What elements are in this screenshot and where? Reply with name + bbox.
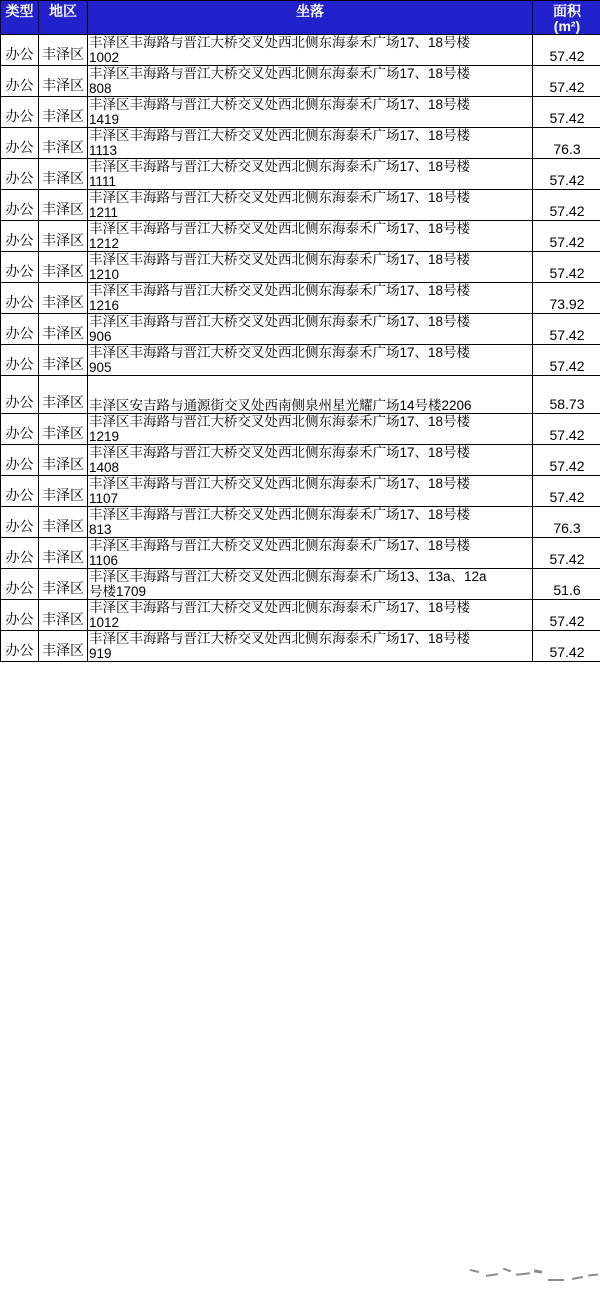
header-row (1, 1, 600, 35)
location-line2: 1107 (89, 492, 532, 507)
district-value: 丰泽区 (42, 170, 84, 186)
location-line1: 丰泽区丰海路与晋江大桥交叉处西北侧东海泰禾广场17、18号楼 (89, 253, 532, 268)
area-cell (533, 376, 600, 414)
district-cell (39, 376, 88, 414)
district-value: 丰泽区 (42, 580, 84, 596)
district-value: 丰泽区 (42, 487, 84, 503)
area-value: 57.42 (549, 458, 584, 474)
district-value: 丰泽区 (42, 201, 84, 217)
location-line1: 丰泽区丰海路与晋江大桥交叉处西北侧东海泰禾广场17、18号楼 (89, 67, 532, 82)
location-cell (88, 569, 533, 600)
table-row (1, 66, 600, 97)
type-cell (1, 476, 39, 507)
location-cell (88, 35, 533, 66)
table-row (1, 476, 600, 507)
location-line1: 丰泽区丰海路与晋江大桥交叉处西北侧东海泰禾广场17、18号楼 (89, 284, 532, 299)
location-cell (88, 414, 533, 445)
area-value: 51.6 (553, 582, 580, 598)
district-value: 丰泽区 (42, 263, 84, 279)
table-header (1, 1, 600, 35)
district-value: 丰泽区 (42, 77, 84, 93)
table-row (1, 538, 600, 569)
table-body (1, 35, 600, 662)
table-row (1, 507, 600, 538)
location-line1: 丰泽区丰海路与晋江大桥交叉处西北侧东海泰禾广场17、18号楼 (89, 36, 532, 51)
location-line2: 919 (89, 647, 532, 662)
area-value: 57.42 (549, 172, 584, 188)
district-cell (39, 128, 88, 159)
location-line1: 丰泽区丰海路与晋江大桥交叉处西北侧东海泰禾广场17、18号楼 (89, 98, 532, 113)
area-value: 57.42 (549, 644, 584, 660)
area-cell (533, 128, 600, 159)
location-cell (88, 538, 533, 569)
district-cell (39, 97, 88, 128)
table-row (1, 345, 600, 376)
district-cell (39, 252, 88, 283)
table-row (1, 445, 600, 476)
district-cell (39, 314, 88, 345)
location-line2: 号楼1709 (89, 585, 532, 600)
district-cell (39, 538, 88, 569)
location-cell (88, 507, 533, 538)
location-line1: 丰泽区丰海路与晋江大桥交叉处西北侧东海泰禾广场17、18号楼 (89, 632, 532, 647)
location-line2: 1419 (89, 113, 532, 128)
type-cell (1, 283, 39, 314)
area-cell (533, 445, 600, 476)
type-cell (1, 538, 39, 569)
location-line2: 1219 (89, 430, 532, 445)
district-cell (39, 66, 88, 97)
type-cell (1, 314, 39, 345)
location-line1: 丰泽区丰海路与晋江大桥交叉处西北侧东海泰禾广场13、13a、12a (89, 570, 532, 585)
table-row (1, 128, 600, 159)
header-area (533, 1, 600, 35)
district-value: 丰泽区 (42, 356, 84, 372)
header-area-line1: 面积 (533, 4, 600, 19)
table-row (1, 314, 600, 345)
location-line1: 丰泽区丰海路与晋江大桥交叉处西北侧东海泰禾广场17、18号楼 (89, 160, 532, 175)
table-row (1, 569, 600, 600)
type-cell (1, 507, 39, 538)
type-cell (1, 631, 39, 662)
type-value: 办公 (6, 356, 34, 372)
location-cell (88, 314, 533, 345)
area-value: 76.3 (553, 141, 580, 157)
type-value: 办公 (6, 170, 34, 186)
district-cell (39, 221, 88, 252)
area-value: 57.42 (549, 203, 584, 219)
location-line2: 1106 (89, 554, 532, 569)
district-cell (39, 35, 88, 66)
area-cell (533, 507, 600, 538)
type-value: 办公 (6, 108, 34, 124)
area-value: 57.42 (549, 265, 584, 281)
location-line2: 1211 (89, 206, 532, 221)
location-cell (88, 159, 533, 190)
location-cell (88, 345, 533, 376)
location-line2: 1002 (89, 51, 532, 66)
location-line2: 1216 (89, 299, 532, 314)
table-row (1, 252, 600, 283)
type-cell (1, 159, 39, 190)
district-cell (39, 476, 88, 507)
location-line2: 905 (89, 361, 532, 376)
location-line1: 丰泽区丰海路与晋江大桥交叉处西北侧东海泰禾广场17、18号楼 (89, 346, 532, 361)
area-cell (533, 252, 600, 283)
location-line2: 1113 (89, 144, 532, 159)
type-value: 办公 (6, 263, 34, 279)
district-cell (39, 414, 88, 445)
header-location: 坐落 (88, 1, 533, 35)
district-cell (39, 345, 88, 376)
location-cell (88, 600, 533, 631)
district-cell (39, 600, 88, 631)
type-cell (1, 376, 39, 414)
area-value: 57.42 (549, 358, 584, 374)
table-row (1, 631, 600, 662)
type-cell (1, 345, 39, 376)
area-cell (533, 569, 600, 600)
type-cell (1, 190, 39, 221)
district-value: 丰泽区 (42, 425, 84, 441)
district-value: 丰泽区 (42, 642, 84, 658)
district-value: 丰泽区 (42, 46, 84, 62)
district-cell (39, 631, 88, 662)
type-value: 办公 (6, 201, 34, 217)
watermark-remnant (516, 1272, 530, 1275)
type-cell (1, 128, 39, 159)
area-cell (533, 314, 600, 345)
watermark-remnant (572, 1276, 583, 1280)
location-line2: 808 (89, 82, 532, 97)
area-value: 57.42 (549, 489, 584, 505)
type-cell (1, 569, 39, 600)
location-line2: 906 (89, 330, 532, 345)
location-line1: 丰泽区丰海路与晋江大桥交叉处西北侧东海泰禾广场17、18号楼 (89, 601, 532, 616)
area-cell (533, 600, 600, 631)
header-district: 地区 (39, 1, 88, 35)
district-value: 丰泽区 (42, 456, 84, 472)
location-cell (88, 66, 533, 97)
area-cell (533, 345, 600, 376)
table-row (1, 283, 600, 314)
district-value: 丰泽区 (42, 108, 84, 124)
type-cell (1, 252, 39, 283)
watermark-blob (447, 1260, 600, 1285)
district-cell (39, 283, 88, 314)
location-line1: 丰泽区丰海路与晋江大桥交叉处西北侧东海泰禾广场17、18号楼 (89, 315, 532, 330)
location-line1: 丰泽区丰海路与晋江大桥交叉处西北侧东海泰禾广场17、18号楼 (89, 446, 532, 461)
location-line1: 丰泽区丰海路与晋江大桥交叉处西北侧东海泰禾广场17、18号楼 (89, 508, 532, 523)
type-cell (1, 66, 39, 97)
area-cell (533, 283, 600, 314)
location-line1: 丰泽区丰海路与晋江大桥交叉处西北侧东海泰禾广场17、18号楼 (89, 129, 532, 144)
table-row (1, 600, 600, 631)
location-line2: 1212 (89, 237, 532, 252)
district-value: 丰泽区 (42, 518, 84, 534)
location-cell (88, 376, 533, 414)
watermark-remnant (534, 1269, 542, 1273)
table-row (1, 97, 600, 128)
location-line2: 1111 (89, 175, 532, 190)
type-value: 办公 (6, 325, 34, 341)
location-cell (88, 476, 533, 507)
type-value: 办公 (6, 580, 34, 596)
location-cell (88, 283, 533, 314)
area-cell (533, 97, 600, 128)
type-value: 办公 (6, 139, 34, 155)
area-value: 57.42 (549, 79, 584, 95)
watermark-remnant (503, 1268, 511, 1273)
location-line2: 1210 (89, 268, 532, 283)
area-cell (533, 35, 600, 66)
location-line2: 813 (89, 523, 532, 538)
area-value: 76.3 (553, 520, 580, 536)
area-cell (533, 538, 600, 569)
type-cell (1, 221, 39, 252)
area-cell (533, 221, 600, 252)
area-cell (533, 414, 600, 445)
table-row (1, 35, 600, 66)
location-cell (88, 97, 533, 128)
district-value: 丰泽区 (42, 232, 84, 248)
location-line1: 丰泽区丰海路与晋江大桥交叉处西北侧东海泰禾广场17、18号楼 (89, 415, 532, 430)
watermark-remnant (486, 1273, 498, 1277)
type-value: 办公 (6, 549, 34, 565)
area-value: 57.42 (549, 613, 584, 629)
type-cell (1, 600, 39, 631)
type-value: 办公 (6, 77, 34, 93)
type-cell (1, 35, 39, 66)
district-cell (39, 569, 88, 600)
type-value: 办公 (6, 642, 34, 658)
watermark-blob (556, 1275, 600, 1290)
type-value: 办公 (6, 46, 34, 62)
area-value: 57.42 (549, 48, 584, 64)
area-value: 57.42 (549, 110, 584, 126)
type-value: 办公 (6, 394, 34, 410)
area-cell (533, 66, 600, 97)
district-value: 丰泽区 (42, 325, 84, 341)
location-cell (88, 252, 533, 283)
type-value: 办公 (6, 611, 34, 627)
type-cell (1, 97, 39, 128)
district-cell (39, 159, 88, 190)
type-value: 办公 (6, 487, 34, 503)
watermark-remnant (548, 1279, 564, 1281)
location-line1: 丰泽区丰海路与晋江大桥交叉处西北侧东海泰禾广场17、18号楼 (89, 191, 532, 206)
table-row (1, 221, 600, 252)
type-cell (1, 445, 39, 476)
table-row (1, 376, 600, 414)
type-value: 办公 (6, 294, 34, 310)
location-cell (88, 128, 533, 159)
location-line1: 丰泽区丰海路与晋江大桥交叉处西北侧东海泰禾广场17、18号楼 (89, 539, 532, 554)
type-value: 办公 (6, 518, 34, 534)
table-row (1, 414, 600, 445)
location-cell (88, 631, 533, 662)
district-cell (39, 507, 88, 538)
type-value: 办公 (6, 232, 34, 248)
area-cell (533, 159, 600, 190)
district-value: 丰泽区 (42, 139, 84, 155)
area-cell (533, 476, 600, 507)
location-line2: 1408 (89, 461, 532, 476)
location-line2: 1012 (89, 616, 532, 631)
area-value: 57.42 (549, 327, 584, 343)
district-value: 丰泽区 (42, 611, 84, 627)
area-value: 57.42 (549, 551, 584, 567)
district-value: 丰泽区 (42, 294, 84, 310)
location-cell (88, 445, 533, 476)
location-line1: 丰泽区丰海路与晋江大桥交叉处西北侧东海泰禾广场17、18号楼 (89, 477, 532, 492)
location-line1: 丰泽区安吉路与通源街交叉处西南侧泉州星光耀广场14号楼2206 (89, 399, 532, 414)
header-area-line2: (m²) (533, 19, 600, 34)
header-type: 类型 (1, 1, 39, 35)
watermark-remnant (470, 1269, 479, 1273)
watermark-remnant (588, 1274, 598, 1277)
district-value: 丰泽区 (42, 549, 84, 565)
type-value: 办公 (6, 425, 34, 441)
location-cell (88, 221, 533, 252)
type-cell (1, 414, 39, 445)
location-cell (88, 190, 533, 221)
district-value: 丰泽区 (42, 394, 84, 410)
area-value: 58.73 (549, 396, 584, 412)
table-row (1, 159, 600, 190)
area-cell (533, 190, 600, 221)
area-value: 57.42 (549, 427, 584, 443)
district-cell (39, 445, 88, 476)
area-value: 73.92 (549, 296, 584, 312)
district-cell (39, 190, 88, 221)
area-value: 57.42 (549, 234, 584, 250)
location-line1: 丰泽区丰海路与晋江大桥交叉处西北侧东海泰禾广场17、18号楼 (89, 222, 532, 237)
table-row (1, 190, 600, 221)
area-cell (533, 631, 600, 662)
type-value: 办公 (6, 456, 34, 472)
